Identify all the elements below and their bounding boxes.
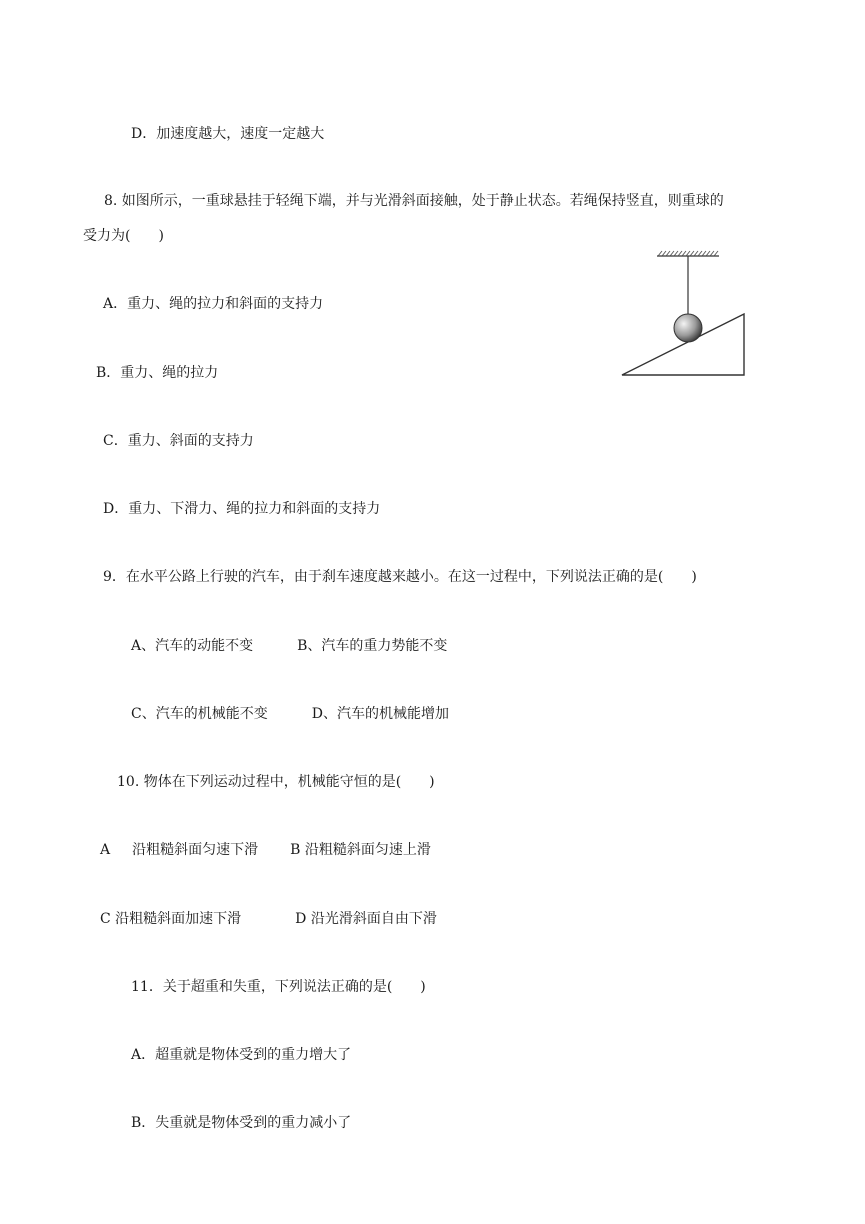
q8-option-a: A．重力、绳的拉力和斜面的支持力 <box>103 296 324 312</box>
q11-option-a: A．超重就是物体受到的重力增大了 <box>131 1047 352 1063</box>
q11-option-b: B．失重就是物体受到的重力减小了 <box>131 1115 352 1131</box>
q9-option-b: B、汽车的重力势能不变 <box>297 638 448 654</box>
ball-on-incline-svg <box>612 242 754 384</box>
q10-option-a-label: A <box>100 842 111 858</box>
q10-option-d: D 沿光滑斜面自由下滑 <box>295 911 437 927</box>
ball <box>674 314 702 342</box>
q8-option-c: C．重力、斜面的支持力 <box>103 433 254 449</box>
ball-on-incline-diagram <box>612 242 754 384</box>
ceiling-support <box>657 251 719 256</box>
q9-stem: 9．在水平公路上行驶的汽车，由于刹车速度越来越小。在这一过程中，下列说法正确的是( ) <box>103 569 697 585</box>
q9-option-a: A、汽车的动能不变 <box>131 638 254 654</box>
q10-option-c: C 沿粗糙斜面加速下滑 <box>100 911 242 927</box>
q9-option-d: D、汽车的机械能增加 <box>311 706 449 722</box>
q8-stem-line1: 8. 如图所示，一重球悬挂于轻绳下端，并与光滑斜面接触，处于静止状态。若绳保持竖直，则重球的 <box>104 193 724 209</box>
q8-option-d: D．重力、下滑力、绳的拉力和斜面的支持力 <box>103 501 381 517</box>
q7-option-d: D．加速度越大，速度一定越大 <box>131 126 325 142</box>
q10-option-b: B 沿粗糙斜面匀速上滑 <box>290 842 431 858</box>
q10-options-row1 <box>100 840 431 860</box>
q11-stem: 11．关于超重和失重，下列说法正确的是( ) <box>131 979 426 995</box>
q9-options-row2 <box>131 704 449 724</box>
q8-stem-line2: 受力为( ) <box>83 228 164 244</box>
q10-stem: 10. 物体在下列运动过程中，机械能守恒的是( ) <box>117 774 435 790</box>
q8-option-b: B．重力、绳的拉力 <box>96 365 219 381</box>
q10-option-a-text: 沿粗糙斜面匀速下滑 <box>132 842 259 858</box>
q9-option-c: C、汽车的机械能不变 <box>131 706 268 722</box>
q9-options-row1 <box>131 636 447 656</box>
q10-options-row2 <box>100 909 437 929</box>
